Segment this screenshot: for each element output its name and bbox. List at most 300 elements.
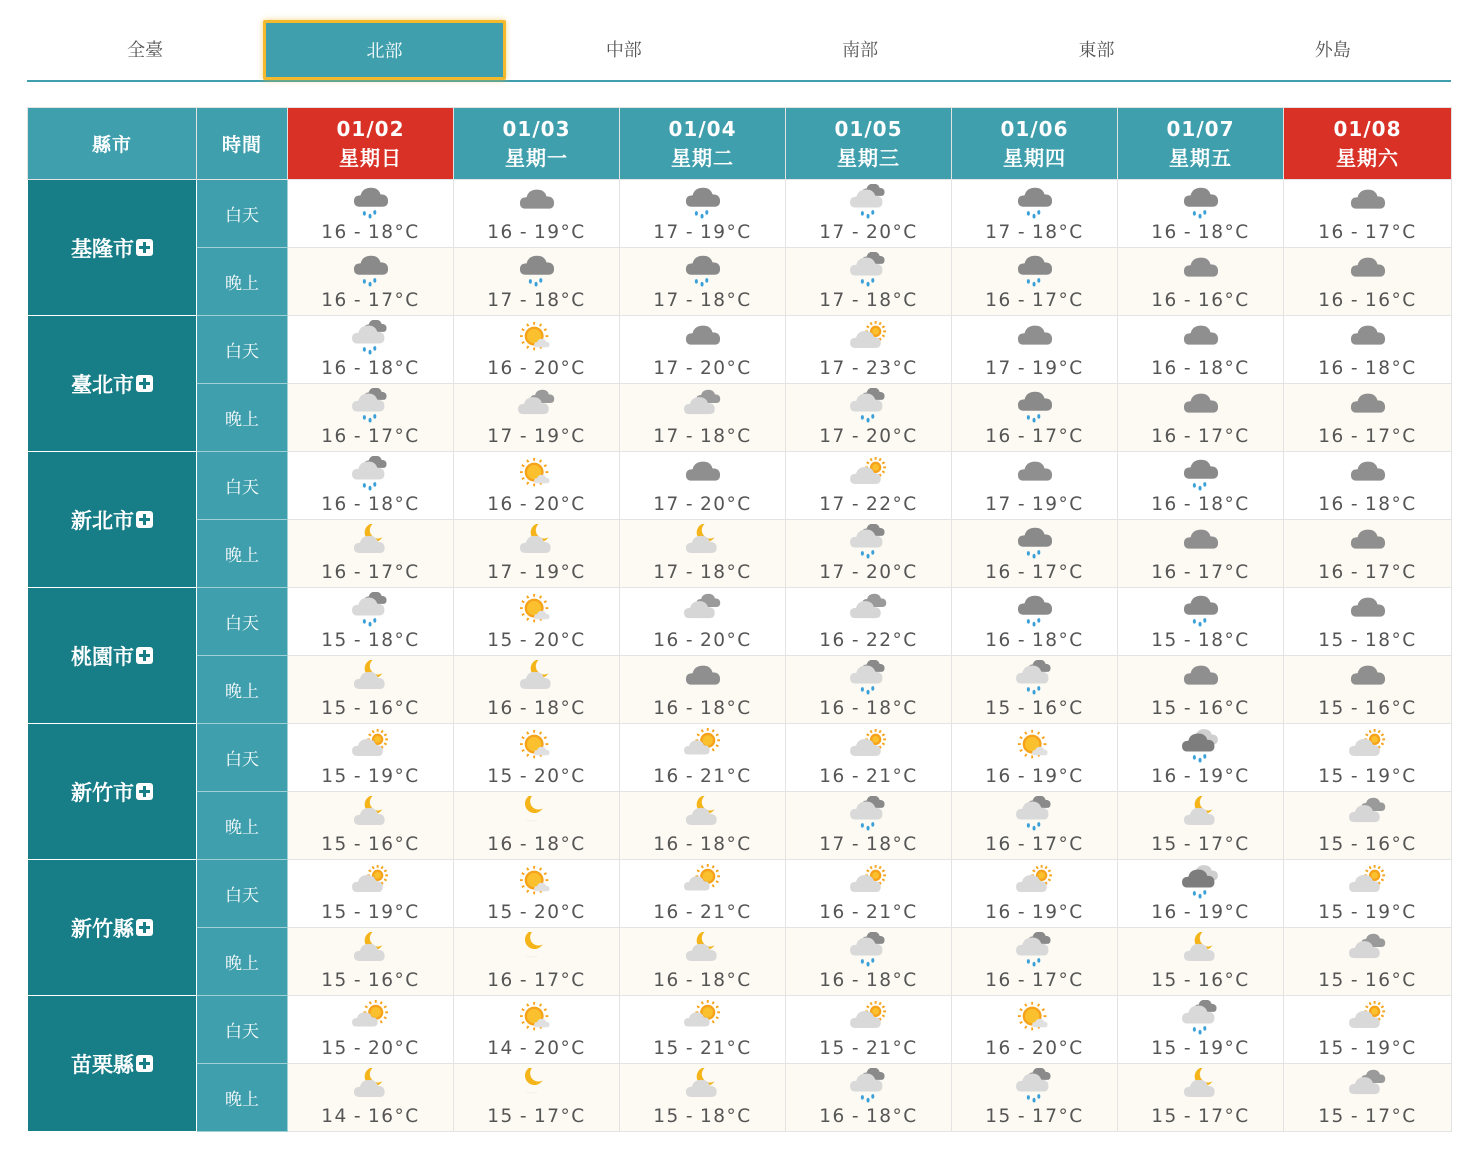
partly-cloudy-icon [846,864,892,900]
temperature-range: 15 - 19°C [1151,1038,1250,1059]
expand-plus-icon[interactable] [136,1055,153,1072]
header-weekday: 星期三 [837,145,900,170]
moon-cloud-icon [680,932,726,968]
temp-max: 20°C [866,222,918,243]
temperature-range: 16 - 21°C [819,766,918,787]
temperature-range: 16 - 16°C [1318,290,1417,311]
expand-plus-icon[interactable] [136,647,153,664]
forecast-cell [786,860,952,928]
mostly-cloudy-icon [1345,932,1391,968]
temperature-range: 16 - 18°C [819,970,918,991]
expand-plus-icon[interactable] [136,783,153,800]
forecast-cell [952,588,1118,656]
forecast-cell [952,248,1118,316]
temp-max: 20°C [700,630,752,651]
temperature-range: 16 - 17°C [985,290,1084,311]
temp-min: 16 [985,1038,1012,1059]
temp-min: 16 [819,1106,846,1127]
temperature-range: 15 - 17°C [985,1106,1084,1127]
expand-plus-icon[interactable] [136,239,153,256]
header-day-5 [1118,108,1284,180]
temp-max: 16°C [368,698,420,719]
temp-min: 16 [321,494,348,515]
forecast-cell [288,384,454,452]
dark-rain-icon [1178,864,1224,900]
temperature-range: 17 - 18°C [819,290,918,311]
header-date: 01/07 [1166,116,1235,141]
moon-cloud-icon [1178,796,1224,832]
temp-min: 15 [819,1038,846,1059]
cloudy-icon [1178,252,1224,288]
forecast-cell [952,180,1118,248]
temperature-range: 16 - 18°C [819,698,918,719]
temp-max: 20°C [866,426,918,447]
light-rain-icon [348,592,394,628]
forecast-cell [620,248,786,316]
temperature-range: 16 - 18°C [321,494,420,515]
temp-max: 19°C [700,222,752,243]
forecast-cell [1118,588,1284,656]
light-rain-icon [348,320,394,356]
temp-max: 17°C [534,1106,586,1127]
temp-min: 17 [819,290,846,311]
temp-max: 18°C [700,834,752,855]
forecast-cell [620,792,786,860]
expand-plus-icon[interactable] [136,919,153,936]
temperature-range: 15 - 19°C [1318,1038,1417,1059]
temp-max: 18°C [368,494,420,515]
temperature-range: 16 - 18°C [321,222,420,243]
temp-max: 19°C [534,562,586,583]
temp-min: 16 [321,562,348,583]
temp-min: 15 [1151,970,1178,991]
forecast-cell [620,180,786,248]
temp-max: 18°C [368,630,420,651]
temp-max: 18°C [534,698,586,719]
temp-min: 16 [653,630,680,651]
temp-min: 16 [653,970,680,991]
header-day-6 [1284,108,1452,180]
temp-max: 16°C [368,834,420,855]
temp-max: 18°C [534,834,586,855]
temp-min: 15 [487,902,514,923]
temperature-range: 17 - 18°C [653,426,752,447]
tab-region-1[interactable]: 北部 [263,20,505,80]
temperature-range: 17 - 18°C [653,562,752,583]
forecast-cell [1118,248,1284,316]
sunny-icon [514,864,560,900]
temperature-range: 15 - 16°C [1318,834,1417,855]
temp-min: 16 [1318,426,1345,447]
header-date: 01/04 [668,116,737,141]
temperature-range: 16 - 17°C [985,970,1084,991]
partly-cloudy-icon [1345,728,1391,764]
temperature-range: 17 - 20°C [653,358,752,379]
temperature-range: 16 - 18°C [487,698,586,719]
table-row [28,248,1452,316]
forecast-cell [952,928,1118,996]
cloudy-icon [680,456,726,492]
sunny-icon [1012,1000,1058,1036]
forecast-cell [288,180,454,248]
forecast-cell [952,860,1118,928]
temp-max: 19°C [1032,358,1084,379]
forecast-cell [786,656,952,724]
moon-cloud-icon [514,660,560,696]
temp-min: 16 [819,970,846,991]
temperature-range: 16 - 18°C [321,358,420,379]
forecast-cell [1284,928,1452,996]
temperature-range: 15 - 17°C [487,1106,586,1127]
temperature-range: 16 - 18°C [1318,358,1417,379]
rain-cloud-icon [514,252,560,288]
temp-min: 15 [321,902,348,923]
temp-max: 17°C [1365,562,1417,583]
temp-min: 15 [321,766,348,787]
sun-cloud-icon [680,864,726,900]
temp-min: 17 [653,494,680,515]
temp-max: 21°C [700,902,752,923]
cloudy-icon [1345,184,1391,220]
temp-min: 16 [321,358,348,379]
temp-min: 16 [819,630,846,651]
header-weekday: 星期五 [1169,145,1232,170]
temp-max: 20°C [534,494,586,515]
header-weekday: 星期日 [339,145,402,170]
temp-max: 19°C [1198,1038,1250,1059]
rain-cloud-icon [348,252,394,288]
city-name: 臺北市 [71,372,134,397]
header-date: 01/08 [1333,116,1402,141]
temp-min: 15 [1151,1106,1178,1127]
tab-region-5[interactable]: 外島 [1314,40,1351,61]
temp-max: 17°C [1032,1106,1084,1127]
forecast-cell [454,656,620,724]
temperature-range: 15 - 16°C [1151,698,1250,719]
tab-region-2[interactable]: 中部 [605,40,642,61]
sunny-icon [514,592,560,628]
period-label: 白天 [197,860,288,928]
temp-max: 20°C [866,562,918,583]
temp-max: 19°C [368,766,420,787]
temp-min: 16 [487,970,514,991]
forecast-cell [1118,724,1284,792]
temp-max: 21°C [700,766,752,787]
mostly-cloudy-icon [846,592,892,628]
moon-cloud-icon [348,796,394,832]
temp-max: 18°C [1198,358,1250,379]
temp-max: 18°C [866,290,918,311]
period-label: 白天 [197,180,288,248]
forecast-cell [620,996,786,1064]
forecast-cell [620,452,786,520]
temperature-range: 15 - 16°C [321,698,420,719]
forecast-cell [288,996,454,1064]
temp-max: 17°C [1032,562,1084,583]
temp-max: 19°C [368,902,420,923]
forecast-cell [786,180,952,248]
temp-max: 18°C [1365,358,1417,379]
moon-cloud-icon [680,796,726,832]
temp-min: 17 [819,562,846,583]
temp-min: 16 [1151,902,1178,923]
temperature-range: 16 - 18°C [653,698,752,719]
mostly-cloudy-icon [680,592,726,628]
temperature-range: 15 - 20°C [487,902,586,923]
table-row [28,996,1452,1064]
temperature-range: 16 - 17°C [321,426,420,447]
temp-min: 16 [653,766,680,787]
table-row [28,520,1452,588]
temp-max: 23°C [866,358,918,379]
header-date: 01/03 [502,116,571,141]
forecast-cell [952,656,1118,724]
forecast-cell [454,996,620,1064]
forecast-cell [1118,316,1284,384]
temp-max: 18°C [866,834,918,855]
temp-min: 15 [1318,902,1345,923]
temp-max: 20°C [534,766,586,787]
moon-cloud-icon [680,524,726,560]
forecast-cell [454,520,620,588]
temp-min: 15 [653,1038,680,1059]
light-rain-icon [846,1068,892,1104]
temp-min: 16 [1151,766,1178,787]
partly-cloudy-icon [1345,1000,1391,1036]
temp-min: 16 [1151,290,1178,311]
moon-cloud-icon [514,524,560,560]
temp-min: 16 [985,562,1012,583]
header-weekday: 星期四 [1003,145,1066,170]
table-row [28,452,1452,520]
forecast-cell [1118,1064,1284,1132]
temp-min: 16 [653,902,680,923]
forecast-cell [1284,792,1452,860]
rain-cloud-icon [348,184,394,220]
forecast-cell [786,248,952,316]
temp-max: 19°C [1198,902,1250,923]
tab-region-3[interactable]: 南部 [842,40,879,61]
forecast-cell [952,1064,1118,1132]
temperature-range: 16 - 18°C [653,834,752,855]
cloudy-icon [1012,320,1058,356]
temp-max: 19°C [1365,1038,1417,1059]
forecast-cell [952,792,1118,860]
temp-min: 15 [321,1038,348,1059]
table-row [28,180,1452,248]
temp-max: 18°C [1032,222,1084,243]
mostly-cloudy-icon [680,388,726,424]
temp-max: 18°C [1198,494,1250,515]
temp-min: 17 [985,494,1012,515]
temp-min: 15 [1151,1038,1178,1059]
forecast-cell [454,724,620,792]
temperature-range: 15 - 20°C [487,630,586,651]
cloudy-icon [514,184,560,220]
forecast-cell [288,792,454,860]
temp-min: 17 [653,358,680,379]
temperature-range: 16 - 21°C [819,902,918,923]
temp-max: 16°C [368,1106,420,1127]
temp-min: 16 [653,698,680,719]
temp-min: 16 [1151,358,1178,379]
temperature-range: 16 - 19°C [487,222,586,243]
temperature-range: 15 - 16°C [985,698,1084,719]
temp-min: 15 [1318,970,1345,991]
temperature-range: 17 - 20°C [819,426,918,447]
temp-min: 16 [819,766,846,787]
cloudy-icon [1345,660,1391,696]
temp-max: 16°C [368,970,420,991]
temperature-range: 17 - 18°C [653,290,752,311]
temperature-range: 16 - 17°C [321,290,420,311]
temperature-range: 17 - 19°C [985,358,1084,379]
header-time: 時間 [197,108,288,180]
rain-cloud-icon [1178,592,1224,628]
forecast-cell [1284,316,1452,384]
temperature-range: 16 - 17°C [321,562,420,583]
temp-max: 20°C [1032,1038,1084,1059]
temperature-range: 15 - 16°C [321,970,420,991]
city-name: 新竹縣 [71,916,134,941]
header-day-0 [288,108,454,180]
temp-min: 16 [819,698,846,719]
temp-max: 18°C [534,290,586,311]
temp-min: 16 [487,358,514,379]
cloudy-icon [1345,388,1391,424]
temperature-range: 16 - 18°C [653,970,752,991]
forecast-cell [288,724,454,792]
temp-min: 15 [1318,630,1345,651]
temperature-range: 15 - 17°C [1151,1106,1250,1127]
partly-cloudy-icon [1012,864,1058,900]
temp-max: 19°C [1198,766,1250,787]
period-label: 晚上 [197,1064,288,1132]
temp-min: 15 [653,1106,680,1127]
light-rain-icon [846,932,892,968]
moon-icon [514,1068,560,1104]
temperature-range: 16 - 19°C [985,902,1084,923]
city-cell [28,860,197,996]
temp-max: 20°C [368,1038,420,1059]
temperature-range: 16 - 17°C [985,426,1084,447]
rain-cloud-icon [1012,524,1058,560]
moon-cloud-icon [348,1068,394,1104]
temp-max: 17°C [1032,970,1084,991]
mostly-cloudy-icon [1345,1068,1391,1104]
temp-min: 16 [985,766,1012,787]
period-label: 晚上 [197,520,288,588]
temp-max: 20°C [534,902,586,923]
city-name: 新竹市 [71,780,134,805]
temp-max: 17°C [368,562,420,583]
temp-max: 20°C [534,358,586,379]
temp-max: 18°C [700,426,752,447]
temp-max: 17°C [1032,290,1084,311]
temperature-range: 16 - 21°C [653,902,752,923]
light-rain-icon [1178,1000,1224,1036]
forecast-cell [1284,996,1452,1064]
forecast-cell [288,520,454,588]
light-rain-icon [846,524,892,560]
temperature-range: 17 - 19°C [985,494,1084,515]
temp-min: 16 [1151,222,1178,243]
expand-plus-icon[interactable] [136,375,153,392]
temp-min: 15 [487,1106,514,1127]
mostly-cloudy-icon [514,388,560,424]
temperature-range: 16 - 18°C [1318,494,1417,515]
temperature-range: 16 - 20°C [487,358,586,379]
light-rain-icon [1012,932,1058,968]
forecast-cell [786,724,952,792]
sunny-icon [514,320,560,356]
rain-cloud-icon [1012,184,1058,220]
temp-min: 16 [1318,358,1345,379]
sun-cloud-icon [680,728,726,764]
temp-min: 16 [985,630,1012,651]
temp-max: 18°C [1032,630,1084,651]
temp-max: 16°C [1198,698,1250,719]
forecast-cell [1118,928,1284,996]
temp-min: 16 [1151,562,1178,583]
temp-min: 16 [1318,494,1345,515]
partly-cloudy-icon [846,728,892,764]
tab-region-0[interactable]: 全臺 [127,40,164,61]
table-row [28,724,1452,792]
temp-max: 18°C [866,970,918,991]
temperature-range: 16 - 20°C [653,630,752,651]
temp-max: 17°C [1198,426,1250,447]
forecast-cell [1118,996,1284,1064]
forecast-cell [952,520,1118,588]
tab-region-4[interactable]: 東部 [1078,40,1115,61]
temp-max: 18°C [866,1106,918,1127]
period-label: 白天 [197,588,288,656]
temperature-range: 16 - 18°C [985,630,1084,651]
forecast-cell [1284,724,1452,792]
header-weekday: 星期六 [1336,145,1399,170]
city-name: 新北市 [71,508,134,533]
light-rain-icon [846,252,892,288]
temperature-range: 17 - 22°C [819,494,918,515]
header-weekday: 星期二 [671,145,734,170]
temp-max: 17°C [534,970,586,991]
sunny-icon [1012,728,1058,764]
temp-min: 15 [985,698,1012,719]
moon-icon [514,932,560,968]
rain-cloud-icon [1012,592,1058,628]
temp-min: 16 [1151,494,1178,515]
temperature-range: 14 - 16°C [321,1106,420,1127]
temp-min: 15 [321,834,348,855]
cloudy-icon [1178,524,1224,560]
temperature-range: 16 - 17°C [1318,426,1417,447]
expand-plus-icon[interactable] [136,511,153,528]
period-label: 白天 [197,724,288,792]
temp-max: 19°C [534,222,586,243]
partly-cloudy-icon [846,320,892,356]
city-cell [28,452,197,588]
temperature-range: 17 - 18°C [487,290,586,311]
temp-max: 16°C [1365,290,1417,311]
temp-max: 18°C [700,562,752,583]
table-row [28,588,1452,656]
period-label: 晚上 [197,656,288,724]
temperature-range: 15 - 16°C [321,834,420,855]
temperature-range: 17 - 20°C [819,222,918,243]
temp-max: 20°C [700,494,752,515]
mostly-cloudy-icon [1345,796,1391,832]
